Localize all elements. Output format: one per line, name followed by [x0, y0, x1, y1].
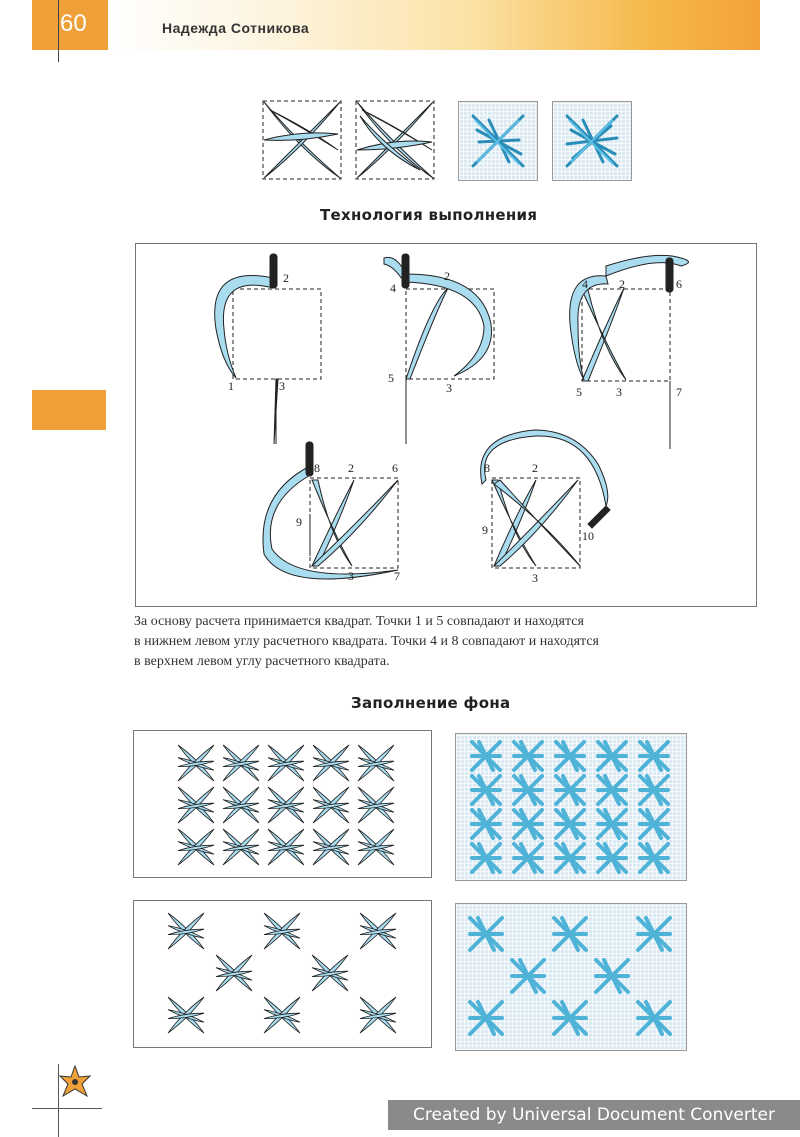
- stitch-motif: [216, 955, 252, 991]
- step4-label-2: 2: [348, 461, 354, 475]
- step3-label-2: 2: [619, 277, 625, 291]
- stitch-motif: [264, 913, 300, 949]
- fill-pattern-diagram-2: [133, 900, 432, 1048]
- thread-motif: [638, 918, 670, 950]
- stitch-leaf: [178, 803, 214, 808]
- stitch-leaf: [223, 803, 259, 808]
- step5-label-3: 3: [532, 571, 538, 585]
- stitch-leaf: [360, 929, 396, 934]
- stitch-motif: [223, 787, 259, 823]
- fill-pattern-1-svg: [134, 731, 431, 877]
- step-5-diagram: [481, 430, 610, 568]
- stitch-motif: [360, 913, 396, 949]
- stitch-diagram-2: [356, 101, 434, 179]
- stitch-leaf: [216, 971, 252, 976]
- fill-fabric-1-svg: [456, 734, 686, 880]
- watermark-text: Created by Universal Document Converter: [388, 1100, 800, 1130]
- stitch-motif: [168, 997, 204, 1033]
- stitch-leaf: [268, 761, 304, 766]
- step2-label-3: 3: [446, 381, 452, 395]
- step4-label-9: 9: [296, 515, 302, 529]
- stitch-leaf: [168, 929, 204, 934]
- thread-motif: [556, 810, 584, 838]
- thread-motif: [640, 844, 668, 872]
- stitch-motif: [268, 745, 304, 781]
- thread-motif: [638, 1002, 670, 1034]
- step1-label-3: 3: [279, 379, 285, 393]
- author-name: Надежда Сотникова: [162, 20, 310, 36]
- side-tab: [32, 390, 106, 430]
- technique-heading: Технология выполнения: [320, 206, 538, 224]
- step4-label-7: 7: [394, 569, 400, 583]
- thread-motif: [598, 776, 626, 804]
- thread-motif: [472, 810, 500, 838]
- thread-motif: [598, 742, 626, 770]
- stitch-leaf: [268, 845, 304, 850]
- thread-motif: [554, 918, 586, 950]
- thread-motif: [556, 844, 584, 872]
- caption-line-2: в нижнем левом углу расчетного квадрата. Точки 4 и 8 совпадают и находятся: [134, 634, 599, 649]
- thread-motif: [512, 960, 544, 992]
- step1-label-2: 2: [283, 271, 289, 285]
- stitch-leaf: [312, 971, 348, 976]
- star-ornament-icon: [60, 1066, 90, 1096]
- caption-line-3: в верхнем левом углу расчетного квадрата.: [134, 654, 390, 669]
- step4-label-3: 3: [348, 569, 354, 583]
- fill-fabric-2-svg: [456, 904, 686, 1050]
- footer-rule: [32, 1108, 102, 1109]
- stitch-leaf: [360, 1013, 396, 1018]
- thread-motif: [472, 742, 500, 770]
- stitch-motif: [268, 787, 304, 823]
- fill-fabric-sample-2: [455, 903, 687, 1051]
- fill-heading: Заполнение фона: [351, 694, 511, 712]
- stitch-leaf: [223, 845, 259, 850]
- thread-motif: [514, 742, 542, 770]
- step3-label-7: 7: [676, 385, 682, 399]
- stitch-leaf: [358, 845, 394, 850]
- thread-motif: [598, 810, 626, 838]
- thread-motif: [640, 776, 668, 804]
- stitch-motif: [358, 787, 394, 823]
- stitch-motif: [268, 829, 304, 865]
- stitch-motif: [313, 787, 349, 823]
- fill-fabric-sample-1: [455, 733, 687, 881]
- step5-label-9: 9: [482, 523, 488, 537]
- stitch-leaf: [178, 761, 214, 766]
- step3-label-3: 3: [616, 385, 622, 399]
- thread-motif: [472, 844, 500, 872]
- step-4-diagram: [263, 442, 398, 579]
- thread-motif: [514, 776, 542, 804]
- stitch-leaf: [178, 845, 214, 850]
- technique-panel: [135, 243, 757, 607]
- step3-label-4: 4: [582, 277, 588, 291]
- thread-motif: [640, 742, 668, 770]
- stitch-motif: [312, 955, 348, 991]
- thread-motif: [470, 918, 502, 950]
- step3-label-5: 5: [576, 385, 582, 399]
- thread-motif: [556, 742, 584, 770]
- fabric-sample-1: [458, 101, 538, 181]
- thread-motif: [640, 810, 668, 838]
- step-2-diagram: [384, 254, 494, 444]
- step5-label-2: 2: [532, 461, 538, 475]
- step-1-diagram: [215, 254, 321, 444]
- stitch-leaf: [358, 761, 394, 766]
- step5-label-10: 10: [582, 529, 594, 543]
- thread-motif: [472, 776, 500, 804]
- caption-text: [134, 612, 734, 672]
- fabric-sample-2: [552, 101, 632, 181]
- stitch-motif: [358, 745, 394, 781]
- stitch-motif: [178, 829, 214, 865]
- stitch-leaf: [313, 845, 349, 850]
- stitch-motif: [358, 829, 394, 865]
- stitch-leaf: [168, 1013, 204, 1018]
- stitch-diagram-1: [263, 101, 341, 179]
- stitch-leaf: [264, 1013, 300, 1018]
- step2-label-5: 5: [388, 371, 394, 385]
- stitch-leaf: [264, 929, 300, 934]
- fill-pattern-diagram-1: [133, 730, 432, 878]
- thread-motif: [514, 844, 542, 872]
- stitch-motif: [313, 745, 349, 781]
- thread-motif: [598, 844, 626, 872]
- stitch-motif: [178, 787, 214, 823]
- thread-motif: [514, 810, 542, 838]
- step1-label-1: 1: [228, 379, 234, 393]
- thread-motif: [556, 776, 584, 804]
- fabric-stitch-2: [553, 102, 631, 180]
- fill-pattern-2-svg: [134, 901, 431, 1047]
- step3-label-6: 6: [676, 277, 682, 291]
- step4-label-8: 8: [314, 461, 320, 475]
- stitch-leaf: [313, 803, 349, 808]
- stitch-motif: [168, 913, 204, 949]
- step2-label-2: 2: [444, 269, 450, 283]
- stitch-motif: [223, 745, 259, 781]
- top-stitch-diagrams: [0, 0, 800, 200]
- thread-motif: [554, 1002, 586, 1034]
- thread-motif: [596, 960, 628, 992]
- stitch-motif: [223, 829, 259, 865]
- stitch-motif: [313, 829, 349, 865]
- footer-margin-rule: [58, 1064, 59, 1137]
- fabric-stitch-1: [459, 102, 537, 180]
- caption-line-1: За основу расчета принимается квадрат. Точки 1 и 5 совпадают и находятся: [134, 614, 584, 629]
- step2-label-4: 4: [390, 281, 396, 295]
- step5-label-8: 8: [484, 461, 490, 475]
- step4-label-6: 6: [392, 461, 398, 475]
- stitch-leaf: [223, 761, 259, 766]
- stitch-leaf: [358, 803, 394, 808]
- stitch-motif: [360, 997, 396, 1033]
- technique-diagrams: [136, 244, 756, 606]
- stitch-leaf: [268, 803, 304, 808]
- stitch-leaf: [313, 761, 349, 766]
- page-number: 60: [60, 10, 87, 37]
- thread-motif: [470, 1002, 502, 1034]
- stitch-motif: [264, 997, 300, 1033]
- stitch-motif: [178, 745, 214, 781]
